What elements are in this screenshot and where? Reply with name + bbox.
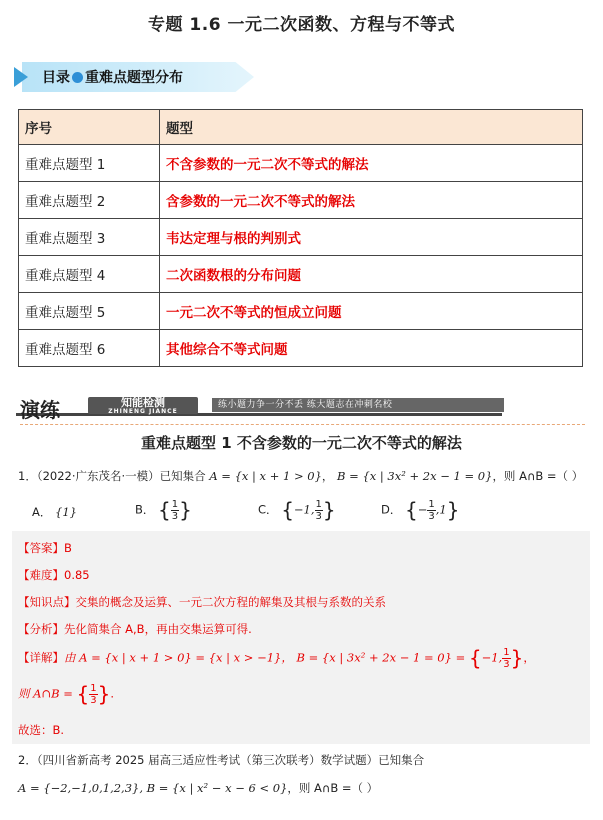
fraction-numerator: 1 — [171, 498, 179, 510]
toc-cell-number: 重难点题型 4 — [19, 256, 160, 293]
option-b-label: B． — [135, 502, 155, 517]
option-c[interactable] — [258, 498, 336, 522]
answer-panel — [12, 531, 590, 744]
detail-label: 【详解】 — [18, 650, 64, 665]
fraction-denominator: 3 — [315, 510, 322, 522]
question-1-set-a: A = {x | x + 1 > 0} — [209, 469, 322, 483]
difficulty-line — [18, 567, 90, 583]
option-d-suffix: ,1 — [435, 502, 447, 517]
drill-tag-text: 知能检测 — [121, 396, 165, 409]
page-title: 专题 1.6 一元二次函数、方程与不等式 — [148, 15, 455, 35]
fraction-numerator: 1 — [90, 682, 97, 694]
right-brace: } — [510, 646, 524, 670]
right-brace: } — [179, 498, 192, 522]
intersection-text: 则 A∩B = — [18, 686, 73, 701]
toc-cell-number: 重难点题型 6 — [19, 330, 160, 367]
question-1-source: 1．（2022·广东茂名·一模）已知集合 — [18, 469, 206, 483]
toc-table — [18, 109, 583, 367]
left-brace: { — [158, 498, 171, 522]
knowledge-line — [18, 594, 386, 610]
toc-banner-text — [42, 67, 183, 87]
analysis-line — [18, 621, 252, 637]
toc-cell-number: 重难点题型 1 — [19, 145, 160, 182]
toc-cell-type: 二次函数根的分布问题 — [160, 256, 583, 293]
drill-banner-slogan: 练小题力争一分不丢 练大题志在冲刺名校 — [212, 398, 504, 412]
toc-cell-number: 重难点题型 3 — [19, 219, 160, 256]
fraction — [502, 647, 510, 670]
option-d-label: D． — [381, 502, 402, 517]
conclusion-line: 故选：B. — [18, 723, 65, 737]
question-2-expression: A = {−2,−1,0,1,2,3}, B = {x | x² − x − 6 < 0} — [18, 781, 288, 795]
question-2-sets — [18, 780, 378, 796]
toc-cell-type: 不含参数的一元二次不等式的解法 — [160, 145, 583, 182]
right-brace: } — [446, 498, 460, 522]
fraction-numerator: 1 — [315, 498, 322, 510]
drill-banner-tag — [88, 397, 198, 414]
left-brace: { — [76, 682, 90, 706]
fraction-denominator: 3 — [171, 510, 179, 522]
arrow-icon — [14, 67, 28, 87]
knowledge-label: 【知识点】 — [18, 595, 76, 609]
question-2-stem: 2．（四川省新高考 2025 届高三适应性考试（第三次联考）数学试题）已知集合 — [18, 753, 425, 767]
knowledge-value: 交集的概念及运算、一元二次方程的解集及其根与系数的关系 — [75, 595, 386, 609]
difficulty-label: 【难度】 — [18, 568, 64, 582]
left-brace: { — [281, 498, 294, 522]
drill-tag-pinyin: ZHINENG JIANCE — [108, 408, 178, 415]
fraction-denominator: 3 — [428, 510, 435, 522]
question-1-ask: ，则 A∩B =（ ） — [492, 469, 584, 483]
toc-cell-number: 重难点题型 5 — [19, 293, 160, 330]
fraction — [89, 683, 97, 706]
toc-header-type: 题型 — [160, 110, 583, 145]
bullet-dot-icon — [72, 72, 83, 83]
left-brace: { — [468, 646, 482, 670]
option-b[interactable] — [135, 498, 192, 522]
right-brace: } — [97, 682, 111, 706]
table-row — [19, 256, 583, 293]
detail-set-prefix: −1, — [481, 650, 503, 665]
toc-cell-type: 一元二次不等式的恒成立问题 — [160, 293, 583, 330]
table-row — [19, 145, 583, 182]
fraction-numerator: 1 — [503, 646, 510, 658]
answer-value: B — [64, 541, 72, 555]
fraction-numerator: 1 — [428, 498, 435, 510]
option-c-prefix: −1, — [293, 502, 315, 517]
table-row — [19, 219, 583, 256]
section-divider — [20, 424, 585, 425]
toc-header-row — [19, 110, 583, 145]
option-a-label: A． — [32, 505, 52, 519]
fraction — [315, 499, 323, 522]
right-brace: } — [322, 498, 336, 522]
option-d-prefix: − — [417, 502, 428, 517]
table-row — [19, 330, 583, 367]
toc-cell-type: 其他综合不等式问题 — [160, 330, 583, 367]
fraction-denominator: 3 — [503, 658, 510, 670]
table-row — [19, 182, 583, 219]
table-row — [19, 293, 583, 330]
answer-label: 【答案】 — [18, 541, 64, 555]
option-c-label: C． — [258, 502, 278, 517]
analysis-label: 【分析】 — [18, 622, 64, 636]
detail-set-b: B = {x | 3x² + 2x − 1 = 0} = — [296, 650, 466, 665]
difficulty-value: 0.85 — [64, 568, 90, 582]
option-a-value: {1} — [55, 505, 77, 519]
drill-banner — [16, 396, 502, 420]
question-2-ask: ，则 A∩B =（ ） — [287, 781, 379, 795]
toc-banner — [14, 62, 264, 92]
toc-cell-number: 重难点题型 2 — [19, 182, 160, 219]
toc-banner-label: 目录 — [42, 70, 70, 86]
fraction-denominator: 3 — [90, 694, 97, 706]
question-1-set-b: B = {x | 3x² + 2x − 1 = 0} — [337, 469, 493, 483]
drill-banner-title: 演练 — [20, 398, 60, 422]
question-1-stem: 1．（2022·广东茂名·一模）已知集合 A = {x | x + 1 > 0}， B = {x | 3x² + 2x − 1 = 0}，则 A∩B =（ ） — [18, 469, 584, 483]
detail-set-a: 由 A = {x | x + 1 > 0} = {x | x > −1}， — [64, 650, 293, 665]
answer-line — [18, 540, 72, 556]
option-a[interactable] — [32, 504, 77, 520]
fraction — [427, 499, 435, 522]
detail-line: 【详解】由 A = {x | x + 1 > 0} = {x | x > −1}， B = {x | 3x² + 2x − 1 = 0} = {−1, $\frac{1}{3}$ }， — [18, 646, 535, 670]
left-brace: { — [405, 498, 418, 522]
toc-cell-type: 含参数的一元二次不等式的解法 — [160, 182, 583, 219]
section-title: 重难点题型 1 不含参数的一元二次不等式的解法 — [141, 434, 462, 452]
toc-cell-type: 韦达定理与根的判别式 — [160, 219, 583, 256]
toc-header-number: 序号 — [19, 110, 160, 145]
intersection-line: 则 A∩B = { $\frac{1}{3}$ }. — [18, 682, 114, 706]
analysis-value: 先化简集合 A,B，再由交集运算可得. — [64, 622, 252, 636]
option-d[interactable] — [381, 498, 459, 522]
toc-banner-subtitle: 重难点题型分布 — [85, 70, 183, 86]
fraction — [171, 499, 179, 522]
